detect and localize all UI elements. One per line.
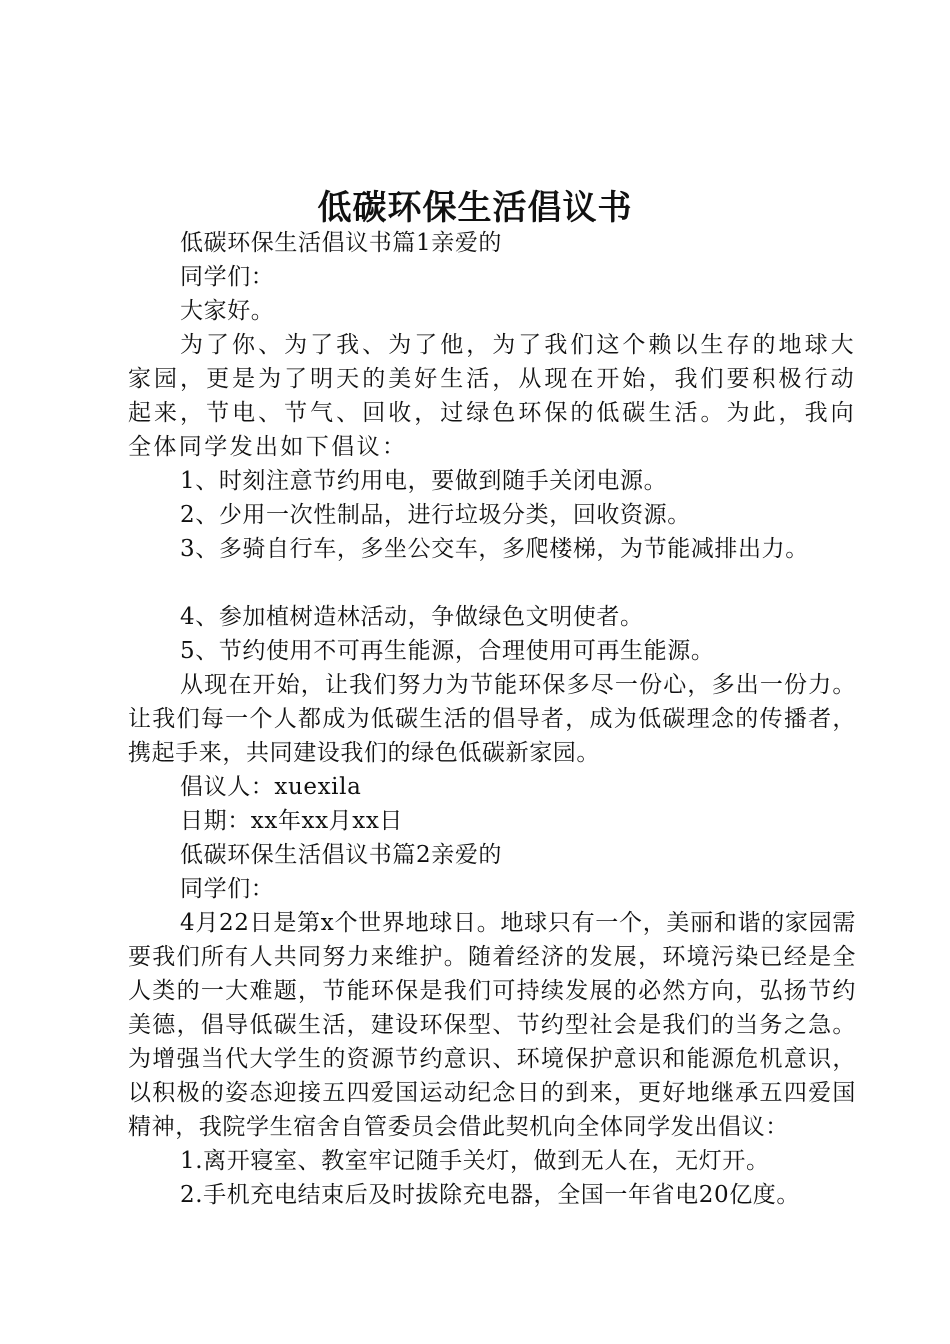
section-1-heading: 低碳环保生活倡议书篇1亲爱的	[180, 230, 503, 256]
salutation-2: 同学们：	[180, 876, 275, 902]
proposal-item-1: 1、时刻注意节约用电，要做到随手关闭电源。	[180, 468, 668, 494]
closing-paragraph: 从现在开始，让我们努力为节能环保多尽一份心，多出一份力。让我们每一个人都成为低碳生活的倡导者，成为低碳理念的传播者，携起手来，共同建设我们的绿色低碳新家园。	[128, 672, 856, 766]
dorm-item-2: 2.手机充电结束后及时拔除充电器，全国一年省电20亿度。	[180, 1182, 801, 1208]
proposal-item-2: 2、少用一次性制品，进行垃圾分类，回收资源。	[180, 502, 691, 528]
proposal-item-5: 5、节约使用不可再生能源，合理使用可再生能源。	[180, 638, 715, 664]
intro-paragraph: 为了你、为了我、为了他，为了我们这个赖以生存的地球大家园，更是为了明天的美好生活，从现在开始，我们要积极行动起来，节电、节气、回收，过绿色环保的低碳生活。为此，我向全体同学发出如下倡议：	[128, 332, 856, 460]
document-body	[128, 226, 856, 1212]
date-line: 日期：xx年xx月xx日	[180, 808, 404, 834]
proposal-item-3: 3、多骑自行车，多坐公交车，多爬楼梯，为节能减排出力。	[180, 536, 809, 562]
proposal-item-4: 4、参加植树造林活动，争做绿色文明使者。	[180, 604, 644, 630]
salutation: 同学们：	[180, 264, 275, 290]
dorm-item-1: 1.离开寝室、教室牢记随手关灯，做到无人在，无灯开。	[180, 1148, 770, 1174]
section-2-heading: 低碳环保生活倡议书篇2亲爱的	[180, 842, 503, 868]
document-title: 低碳环保生活倡议书	[317, 188, 633, 228]
earth-day-paragraph: 4月22日是第x个世界地球日。地球只有一个，美丽和谐的家园需要我们所有人共同努力来维护。随着经济的发展，环境污染已经是全人类的一大难题，节能环保是我们可持续发展的必然方向，弘扬节约美德，倡导低碳生活，建设环保型、节约型社会是我们的当务之急。为增强当代大学生的资源节约意识、环境保护意识和能源危机意识，以积极的姿态迎接五四爱国运动纪念日的到来，更好地继承五四爱国精神，我院学生宿舍自管委员会借此契机向全体同学发出倡议：	[128, 910, 856, 1140]
greeting: 大家好。	[180, 298, 275, 324]
proposer-line: 倡议人：xuexila	[180, 774, 362, 800]
